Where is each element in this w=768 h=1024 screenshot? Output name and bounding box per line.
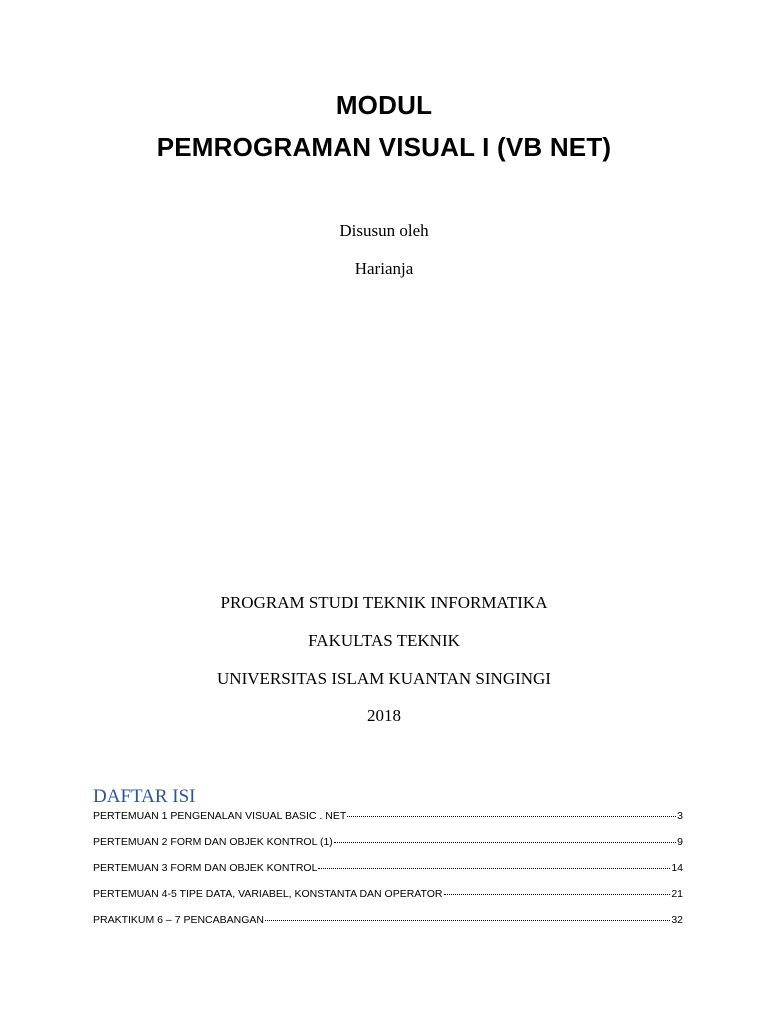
title-line-2: PEMROGRAMAN VISUAL I (VB NET) xyxy=(156,132,612,162)
toc-heading: DAFTAR ISI xyxy=(93,786,196,807)
author-name: Harianja xyxy=(354,259,414,278)
faculty-name: FAKULTAS TEKNIK xyxy=(308,631,460,650)
toc-entry-label: PERTEMUAN 3 FORM DAN OBJEK KONTROL xyxy=(93,862,318,874)
toc-leader-dots xyxy=(265,919,670,921)
toc-entry-page: 14 xyxy=(671,862,683,874)
university-name: UNIVERSITAS ISLAM KUANTAN SINGINGI xyxy=(217,669,551,688)
publication-year: 2018 xyxy=(367,706,401,725)
toc-entry[interactable] xyxy=(93,810,683,836)
title-line-1: MODUL xyxy=(335,90,433,120)
toc-entry-page: 32 xyxy=(671,914,683,926)
toc-leader-dots xyxy=(334,841,676,843)
toc-entry-page: 9 xyxy=(677,836,683,848)
toc-entry-label: PERTEMUAN 2 FORM DAN OBJEK KONTROL (1) xyxy=(93,836,333,848)
toc-entry-label: PERTEMUAN 1 PENGENALAN VISUAL BASIC . NET xyxy=(93,810,347,822)
table-of-contents xyxy=(93,810,683,940)
toc-entry[interactable] xyxy=(93,914,683,940)
toc-leader-dots xyxy=(444,893,671,895)
toc-entry-label: PRAKTIKUM 6 – 7 PENCABANGAN xyxy=(93,914,264,926)
toc-leader-dots xyxy=(347,815,676,817)
toc-entry-page: 21 xyxy=(671,888,683,900)
toc-entry-page: 3 xyxy=(677,810,683,822)
toc-leader-dots xyxy=(318,867,670,869)
toc-entry-label: PERTEMUAN 4-5 TIPE DATA, VARIABEL, KONSTANTA DAN OPERATOR xyxy=(93,888,443,900)
author-label: Disusun oleh xyxy=(339,221,429,240)
program-name: PROGRAM STUDI TEKNIK INFORMATIKA xyxy=(220,593,548,612)
toc-entry[interactable] xyxy=(93,862,683,888)
toc-entry[interactable] xyxy=(93,888,683,914)
toc-entry[interactable] xyxy=(93,836,683,862)
